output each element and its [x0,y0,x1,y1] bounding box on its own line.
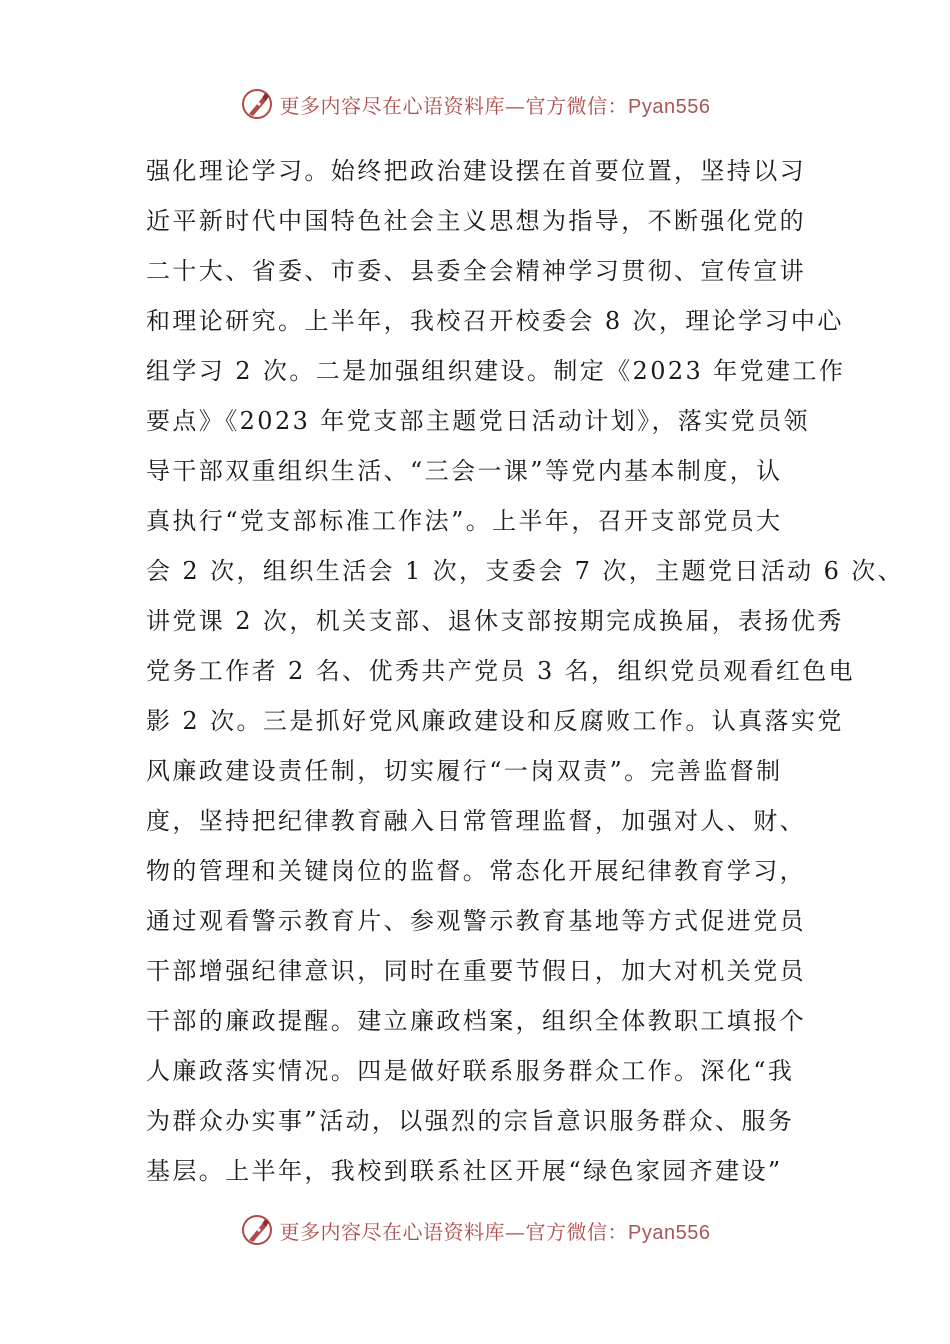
body-line: 和理论研究。上半年，我校召开校委会 8 次，理论学习中心 [146,307,844,335]
footer-banner-text [280,1216,711,1245]
body-line: 物的管理和关键岗位的监督。常态化开展纪律教育学习， [146,857,806,885]
body-line: 要点》《2023 年党支部主题党日活动计划》，落实党员领 [146,407,810,435]
header-banner [0,84,950,124]
body-line: 导干部双重组织生活、“三会一课”等党内基本制度，认 [146,457,783,485]
body-line: 近平新时代中国特色社会主义思想为指导，不断强化党的 [146,207,806,235]
body-line: 干部的廉政提醒。建立廉政档案，组织全体教职工填报个 [146,1007,806,1035]
header-banner-text [280,90,711,119]
footer-banner [0,1210,950,1250]
body-line: 度，坚持把纪律教育融入日常管理监督，加强对人、财、 [146,807,806,835]
body-line: 影 2 次。三是抓好党风廉政建设和反腐败工作。认真落实党 [146,707,844,735]
body-line: 真执行“党支部标准工作法”。上半年，召开支部党员大 [146,507,783,535]
body-line: 通过观看警示教育片、参观警示教育基地等方式促进党员 [146,907,806,935]
body-line: 风廉政建设责任制，切实履行“一岗双责”。完善监督制 [146,757,783,785]
header-banner-account: Pyan556 [628,95,711,118]
body-line: 党务工作者 2 名、优秀共产党员 3 名，组织党员观看红色电 [146,657,856,685]
footer-banner-account: Pyan556 [628,1221,711,1244]
pen-nib-logo-icon [240,87,274,121]
body-line: 强化理论学习。始终把政治建设摆在首要位置，坚持以习 [146,157,806,185]
body-line: 组学习 2 次。二是加强组织建设。制定《2023 年党建工作 [146,357,846,385]
body-line: 讲党课 2 次，机关支部、退休支部按期完成换届，表扬优秀 [146,607,844,635]
body-line: 干部增强纪律意识，同时在重要节假日，加大对机关党员 [146,957,806,985]
document-body [146,146,905,1196]
footer-banner-main: 更多内容尽在心语资料库—官方微信： [279,1219,629,1244]
body-line: 基层。上半年，我校到联系社区开展“绿色家园齐建设” [146,1157,783,1185]
header-banner-main: 更多内容尽在心语资料库—官方微信： [279,93,629,118]
body-line: 二十大、省委、市委、县委全会精神学习贯彻、宣传宣讲 [146,257,806,285]
pen-nib-logo-icon [240,1213,274,1247]
body-line: 人廉政落实情况。四是做好联系服务群众工作。深化“我 [146,1057,795,1085]
body-line: 为群众办实事”活动，以强烈的宗旨意识服务群众、服务 [146,1107,795,1135]
body-line: 会 2 次，组织生活会 1 次，支委会 7 次，主题党日活动 6 次、 [146,557,905,585]
